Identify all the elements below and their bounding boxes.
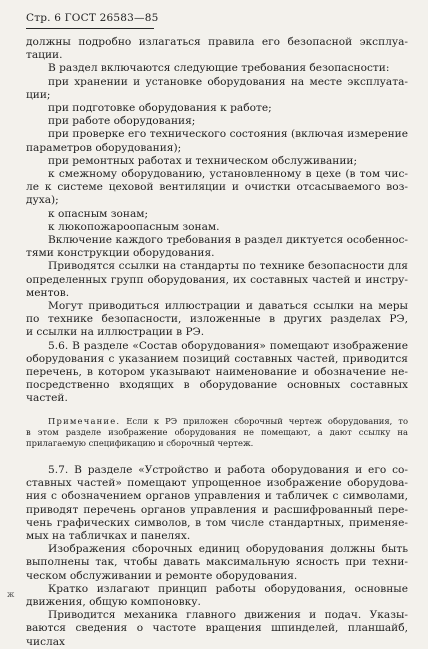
text-line: по технике безопасности, изложенные в других разделах РЭ, <box>26 313 408 326</box>
text-line: Кратко излагают принцип работы оборудования, основные <box>48 582 408 595</box>
note-line: в этом разделе изображение оборудования не помещают, а дают ссылку на <box>26 427 408 437</box>
text-line: Изображения сборочных единиц оборудования должны быть <box>48 543 408 556</box>
text-line: Приводятся ссылки на стандарты по технике безопасности для <box>48 260 408 273</box>
header-rule <box>26 28 154 29</box>
text-line: мых на табличках и панелях. <box>26 529 191 542</box>
text-line: ния с обозначением органов управления и табличек с символами, <box>26 490 408 503</box>
text-line: Приводится механика главного движения и подач. Указы- <box>48 609 408 622</box>
text-line: перечень, в котором указывают наименование и обозначение не- <box>26 365 408 378</box>
text-line: выполнены так, чтобы давать максимальную ясность при техни- <box>26 556 408 569</box>
text-line: чень графических символов, в том числе стандартных, применяе- <box>26 516 408 529</box>
text-line: духа); <box>26 194 59 207</box>
running-head: Стр. 6 ГОСТ 26583—85 <box>26 12 159 24</box>
text-line: при работе оборудования; <box>48 115 196 128</box>
text-line: движения, общую компоновку. <box>26 595 201 608</box>
text-line: параметров оборудования); <box>26 141 182 154</box>
text-line: ментов. <box>26 286 70 299</box>
text-line: и ссылки на иллюстрации в РЭ. <box>26 326 205 339</box>
text-line: 5.6. В разделе «Состав оборудования» помещают изображение <box>48 339 408 352</box>
text-line: ле к системе цеховой вентиляции и очистки отсасываемого воз- <box>26 181 408 194</box>
text-line: к люкопожароопасным зонам. <box>48 220 220 233</box>
text-line: ваются сведения о частоте вращения шпинделей, планшайб, числах <box>26 622 408 648</box>
text-line: определенных групп оборудования, их составных частей и инстру- <box>26 273 408 286</box>
text-line: ции; <box>26 88 51 101</box>
text-line: частей. <box>26 392 68 405</box>
note-label: Примечание. <box>48 416 121 426</box>
text-line: В раздел включаются следующие требования безопасности: <box>48 62 390 75</box>
text-line: тями конструкции оборудования. <box>26 247 215 260</box>
note-line: прилагаемую спецификацию и сборочный чертеж. <box>26 438 254 448</box>
text-line: 5.7. В разделе «Устройство и работа оборудования и его со- <box>48 464 408 476</box>
body-text-continued <box>26 464 408 648</box>
text-line: к смежному оборудованию, установленному в цехе (в том чис- <box>48 167 408 180</box>
text-line: при хранении и установке оборудования на месте эксплуата- <box>48 75 408 88</box>
note-block <box>26 416 408 449</box>
text-line: при подготовке оборудования к работе; <box>48 101 272 114</box>
text-line: Могут приводиться иллюстрации и даваться ссылки на меры <box>48 299 408 312</box>
text-line: Включение каждого требования в раздел диктуется особеннос- <box>48 233 408 246</box>
text-line: тации. <box>26 49 63 62</box>
text-line: оборудования с указанием позиций составных частей, приводится <box>26 352 408 365</box>
text-line: при ремонтных работах и техническом обслуживании; <box>48 154 358 167</box>
text-line: ставных частей» помещают упрощенное изображение оборудова- <box>26 477 408 490</box>
text-line: при проверке его технического состояния (включая измерение <box>48 128 408 141</box>
body-text <box>26 36 408 405</box>
text-line: ческом обслуживании и ремонте оборудования. <box>26 569 298 582</box>
text-line: должны подробно излагаться правила его безопасной эксплуа- <box>26 36 408 48</box>
note-text: Если к РЭ приложен сборочный чертеж оборудования, то <box>120 416 408 426</box>
text-line: к опасным зонам; <box>48 207 149 220</box>
margin-mark: ж <box>7 590 15 599</box>
note-line <box>26 416 408 427</box>
text-line: приводят перечень органов управления и расшифрованный пере- <box>26 503 408 516</box>
text-line: посредственно входящих в оборудование основных составных <box>26 379 408 392</box>
